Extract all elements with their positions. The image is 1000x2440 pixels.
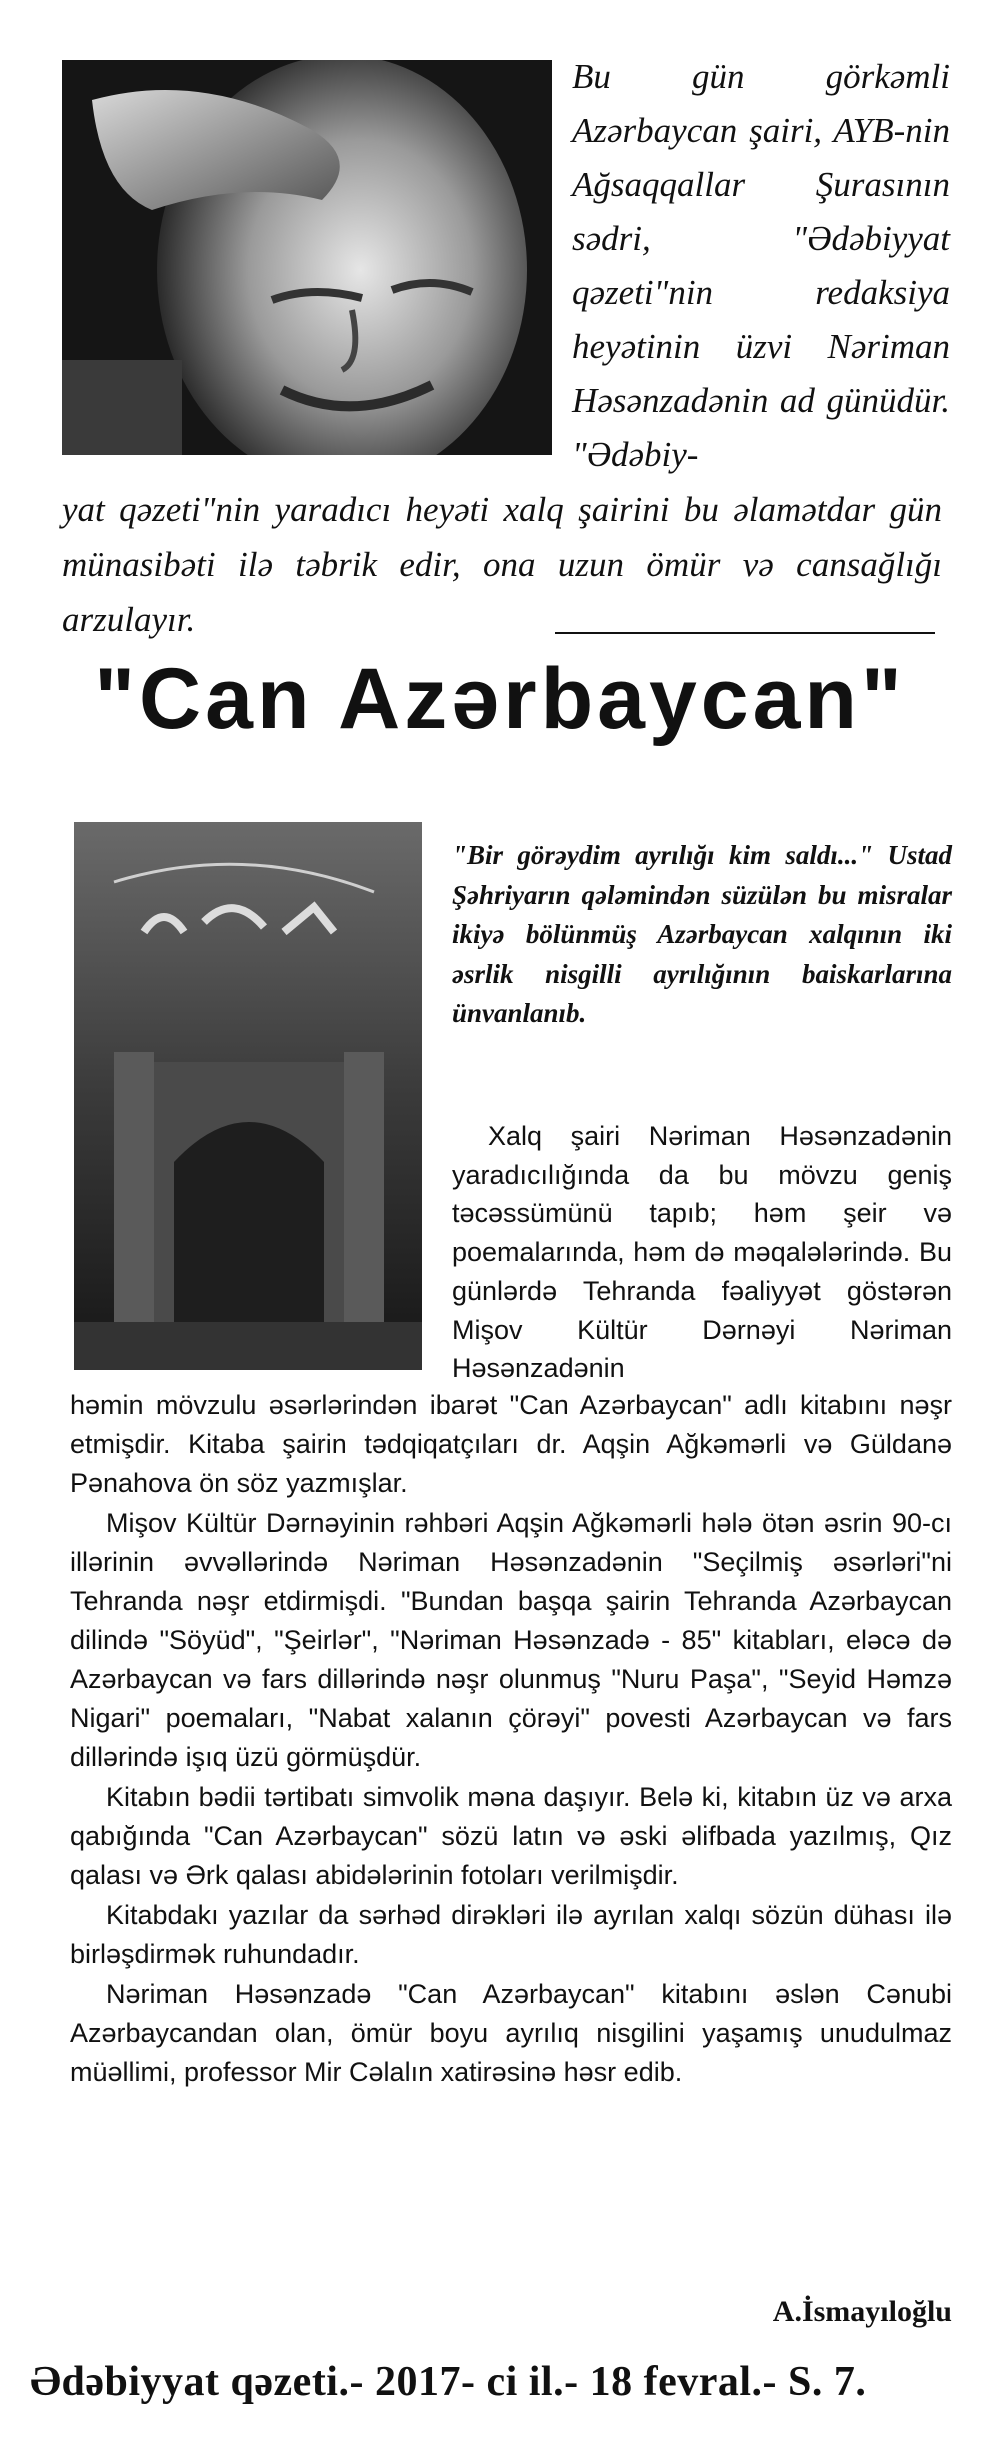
paragraph-1-start: Xalq şairi Nəriman Həsənzadənin yaradıcılığında da bu mövzu geniş təcəssümünü tapıb; həm şeir və poemalarında, həm də məqalələrində. Bu günlərdə Tehranda fəaliyyət göstərən Mişov Kültür Dərnəyi Nəriman Həsənzadənin — [452, 1121, 952, 1384]
paragraph-1-continued: həmin mövzulu əsərlərindən ibarət "Can Azərbaycan" adlı kitabını nəşr etmişdir. Kitaba şairin tədqiqatçıları dr. Aqşin Ağkəmərli və Güldanə Pənahova ön söz yazmışlar. — [70, 1390, 952, 1498]
intro-text-side: Bu gün görkəmli Azərbaycan şairi, AYB-nin Ağsaqqallar Şurasının sədri, "Ədəbiyyat qəzeti"nin redaksiya heyətinin üzvi Nəriman Həsənzadənin ad günüdür. "Ədəbiy- — [572, 57, 950, 474]
separator-rule — [555, 632, 935, 634]
author-signature: A.İsmayıloğlu — [772, 2295, 952, 2328]
book-cover-photo — [74, 822, 422, 1370]
paragraph-2: Mişov Kültür Dərnəyinin rəhbəri Aqşin Ağkəmərli hələ ötən əsrin 90-cı illərinin əvvəllərində Nəriman Həsənzadənin "Seçilmiş əsərləri"ni Tehranda nəşr etdirmişdi. "Bundan başqa şairin Tehranda Azərbaycan dilində "Söyüd", "Şeirlər", "Nəriman Həsənzadə - 85" kitabları, eləcə də Azərbaycan və fars dillərində nəşr olunmuş "Nuru Paşa", "Seyid Həmzə Nigari" poemaları, "Nabat xalanın çörəyi" povesti Azərbaycan və fars dillərində işıq üzü görmüşdür. — [70, 1508, 952, 1772]
lead-paragraph: "Bir görəydim ayrılığı kim saldı..." Ustad Şəhriyarın qələmindən süzülən bu misralar ikiyə bölünmüş Azərbaycan xalqının iki əsrlik nisgilli ayrılığının baiskarlarına ünvanlanıb. — [452, 840, 952, 1028]
paragraph-5: Nəriman Həsənzadə "Can Azərbaycan" kitabını əslən Cənubi Azərbaycandan olan, ömür boyu ayrılıq nisgilini yaşamış unudulmaz müəllimi, professor Mir Cəlalın xatirəsinə həsr edib. — [70, 1979, 952, 2087]
paragraph-4: Kitabdakı yazılar da sərhəd dirəkləri ilə ayrılan xalqı sözün dühası ilə birləşdirmək ruhundadır. — [70, 1900, 952, 1969]
headline: "Can Azərbaycan" — [94, 651, 906, 747]
body-column-full — [70, 1386, 952, 2093]
paragraph-3: Kitabın bədii tərtibatı simvolik məna daşıyır. Belə ki, kitabın üz və arxa qabığında "Can Azərbaycan" sözü latın və əski əlifbada yazılmış, Qız qalası və Ərk qalası abidələrinin fotoları verilmişdir. — [70, 1782, 952, 1890]
intro-text-full: yat qəzeti"nin yaradıcı heyəti xalq şairini bu əlamətdar gün münasibəti ilə təbrik edir, ona uzun ömür və cansağlığı arzulayır. — [62, 490, 942, 639]
poet-portrait-photo — [62, 60, 552, 455]
source-citation: Ədəbiyyat qəzeti.- 2017- ci il.- 18 fevral.- S. 7. — [30, 2359, 867, 2405]
body-column-side — [452, 1117, 952, 1388]
